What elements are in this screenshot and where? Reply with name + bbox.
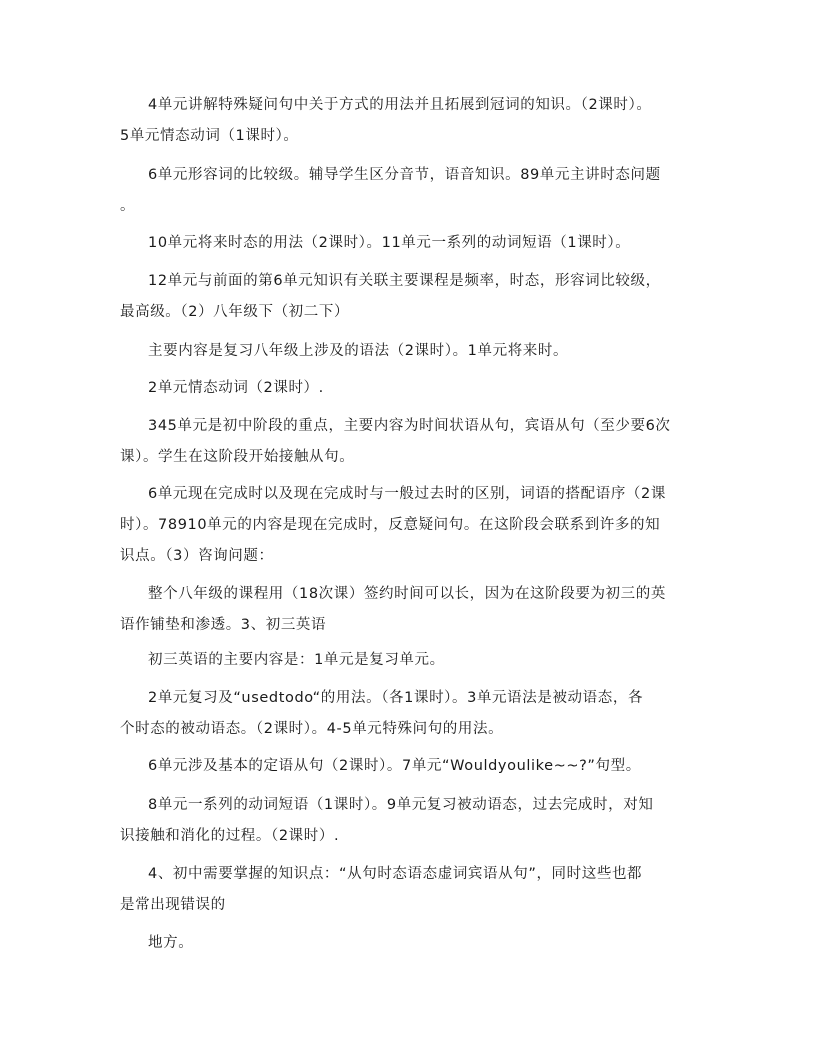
paragraph	[0, 336, 568, 367]
text-line: 2单元复习及“usedtodo“的用法。（各1课时）。3单元语法是被动语态，各	[148, 690, 644, 706]
paragraph	[0, 579, 666, 641]
paragraph	[0, 683, 643, 745]
paragraph	[0, 859, 642, 921]
paragraph	[0, 928, 193, 959]
paragraph	[0, 751, 641, 782]
text-line: 6单元涉及基本的定语从句（2课时）。7单元“Wouldyoulike~~?”句型。	[148, 758, 641, 774]
text-line: 初三英语的主要内容是：1单元是复习单元。	[148, 652, 445, 668]
text-line: 12单元与前面的第6单元知识有关联主要课程是频率，时态，形容词比较级，	[148, 273, 661, 289]
paragraph	[0, 266, 661, 328]
text-line: 地方。	[148, 935, 194, 951]
text-line: 。	[120, 198, 136, 214]
text-line: 语作铺垫和渗透。3、初三英语	[120, 617, 327, 633]
text-line: 345单元是初中阶段的重点，主要内容为时间状语从句，宾语从句（至少要6次	[148, 418, 671, 434]
text-line: 个时态的被动语态。（2课时）。4-5单元特殊问句的用法。	[120, 721, 504, 737]
paragraph	[0, 90, 651, 152]
paragraph	[0, 411, 671, 473]
paragraph	[0, 373, 324, 404]
text-line: 4单元讲解特殊疑问句中关于方式的用法并且拓展到冠词的知识。（2课时）。	[148, 97, 652, 113]
paragraph	[0, 160, 661, 222]
text-line: 10单元将来时态的用法（2课时）。11单元一系列的动词短语（1课时）。	[148, 235, 631, 251]
text-line: 2单元情态动词（2课时）.	[148, 380, 324, 396]
text-line: 5单元情态动词（1课时）。	[120, 128, 299, 144]
text-line: 主要内容是复习八年级上涉及的语法（2课时）。1单元将来时。	[148, 343, 569, 359]
text-line: 时）。78910单元的内容是现在完成时，反意疑问句。在这阶段会联系到许多的知	[120, 517, 661, 533]
paragraph	[0, 479, 666, 572]
text-line: 4、初中需要掌握的知识点：“从句时态语态虚词宾语从句”，同时这些也都	[148, 866, 643, 882]
text-line: 是常出现错误的	[120, 897, 226, 913]
text-line: 整个八年级的课程用（18次课）签约时间可以长，因为在这阶段要为初三的英	[148, 586, 666, 602]
text-line: 6单元形容词的比较级。辅导学生区分音节，语音知识。89单元主讲时态问题	[148, 167, 661, 183]
text-line: 最高级。（2）八年级下（初二下）	[120, 304, 350, 320]
text-line: 6单元现在完成时以及现在完成时与一般过去时的区别，词语的搭配语序（2课	[148, 486, 666, 502]
text-line: 识接触和消化的过程。（2课时）.	[120, 828, 340, 844]
paragraph	[0, 790, 653, 852]
paragraph	[0, 228, 630, 259]
text-line: 8单元一系列的动词短语（1课时）。9单元复习被动语态，过去完成时，对知	[148, 797, 654, 813]
text-line: 识点。（3）咨询问题：	[120, 548, 274, 564]
text-line: 课）。学生在这阶段开始接触从句。	[120, 449, 355, 465]
paragraph	[0, 645, 445, 676]
